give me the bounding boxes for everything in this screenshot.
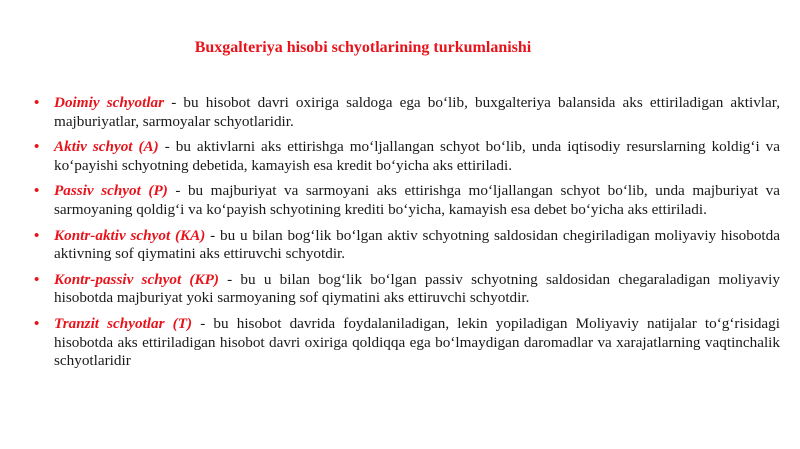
item-term: Tranzit schyotlar (T) — [54, 314, 193, 332]
list-item-kontr-passiv — [34, 271, 780, 308]
bullet-icon: • — [34, 315, 40, 332]
item-definition: - bu majburiyat va sarmoyani aks ettirishga mo‘ljallangan schyot bo‘lib, unda majburiyat va sarmoyaning qoldig‘i va ko‘payish schyotining krediti bo‘yicha, kamayish esa debet bo‘yicha aks ettiriladi. — [54, 182, 780, 218]
item-definition: - bu hisobot davrida foydalaniladigan, lekin yopiladigan Moliyaviy natijalar to‘g‘risidagi hisobotda aks ettiriladigan hisobot davri oxiriga qoldiqqa ega bo‘lmaydigan daromadlar va xarajatlarning vaqtinchalik schyotlaridir — [54, 314, 780, 370]
list-item-doimiy — [34, 94, 780, 131]
item-definition: - bu hisobot davri oxiriga saldoga ega bo‘lib, buxgalteriya balansida aks ettiriladigan aktivlar, majburiyatlar, sarmoyalar schyotlaridir. — [54, 94, 781, 130]
item-term: Passiv schyot (P) — [54, 182, 168, 200]
item-definition: - bu u bilan bog‘lik bo‘lgan aktiv schyotning saldosidan chegiriladigan moliyaviy hisobotda aktivning sof qiymatini aks ettiruvchi schyotdir. — [54, 226, 780, 263]
bullet-icon: • — [34, 227, 40, 244]
item-term: Kontr-passiv schyot (KP) — [54, 270, 219, 288]
list-item-aktiv — [34, 138, 780, 175]
bullet-icon: • — [34, 139, 40, 156]
slide-title: Buxgalteriya hisobi schyotlarining turkumlanishi — [194, 39, 532, 56]
list-item-kontr-aktiv — [34, 227, 780, 264]
item-definition: - bu u bilan bog‘lik bo‘lgan passiv schyotning saldosidan chegaraladigan moliyaviy hisobotda majburiyat yoki sarmoyaning sof qiymatini aks ettiruvchi schyotdir. — [54, 270, 780, 307]
bullet-icon: • — [34, 183, 40, 200]
list-item-passiv — [34, 182, 780, 219]
item-term: Aktiv schyot (A) — [54, 138, 159, 156]
bullet-icon: • — [34, 95, 40, 111]
item-definition: - bu aktivlarni aks ettirishga mo‘ljallangan schyot bo‘lib, unda iqtisodiy resurslarning koldig‘i va ko‘payishi schyotning debetida, kamayish esa kredit bo‘yicha aks ettiriladi. — [54, 138, 780, 174]
item-term: Doimiy schyotlar — [54, 94, 165, 111]
bullet-icon: • — [34, 271, 40, 288]
account-classification-list — [34, 94, 780, 378]
item-term: Kontr-aktiv schyot (KA) — [54, 226, 206, 244]
list-item-tranzit — [34, 315, 780, 371]
